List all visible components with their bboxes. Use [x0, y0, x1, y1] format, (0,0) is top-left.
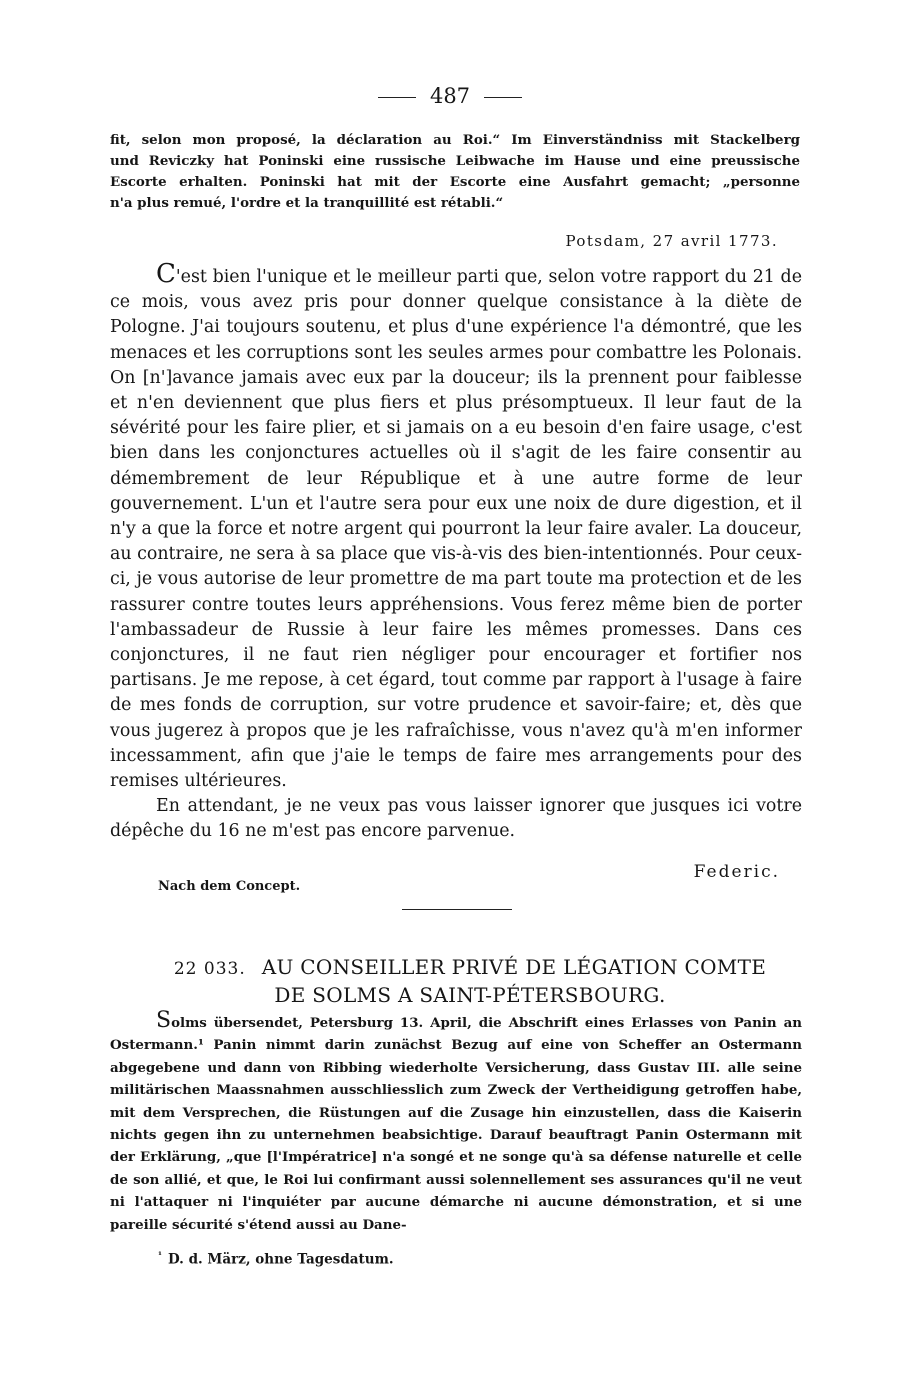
- summary-line-4: n'a plus remué, l'ordre et la tranquillité est rétabli.“: [110, 195, 504, 211]
- heading-line-1: [140, 954, 800, 982]
- letter-paragraph-1-text: 'est bien l'unique et le meilleur parti que, selon votre rapport du 21 de ce mois, vous avez pris pour donner quelque consistance à la diète de Pologne. J'ai toujours soutenu, et plus d'une expérience l'a démontré, que les menaces et les corruptions sont les seules armes pour combattre les Polonais. On [n']avance jamais avec eux par la douceur; ils la prennent pour faiblesse et n'en deviennent que plus fiers et plus présomptueux. Il leur faut de la sévérité pour les faire plier, et si jamais on a eu besoin d'en faire usage, c'est bien dans les conjonctures actuelles où il s'agit de les faire consentir au démembrement de leur République et à une autre forme de leur gouvernement. L'un et l'autre sera pour eux une noix de dure digestion, et il n'y a que la force et notre argent qui pourront la leur faire avaler. La douceur, au contraire, ne sera à sa place que vis-à-vis des bien-intentionnés. Pour ceux-ci, je vous autorise de leur promettre de ma part toute ma protection et de les rassurer contre toutes leurs appréhensions. Vous ferez même bien de porter l'ambassadeur de Russie à leur faire les mêmes promesses. Dans ces conjonctures, il ne faut rien négliger pour encourager et fortifier nos partisans. Je me repose, à cet égard, tout comme par rapport à l'usage à faire de mes fonds de corruption, sur votre prudence et savoir-faire; et, dès que vous jugerez à propos que je les rafraîchisse, vous n'avez qu'à m'en informer incessamment, afin que j'aie le temps de faire mes arrangements pour des remises ultérieures.: [110, 267, 802, 792]
- footnote-text: D. d. März, ohne Tagesdatum.: [167, 1251, 394, 1268]
- drop-initial: C: [156, 259, 176, 289]
- section-summary-paragraph: [110, 1010, 802, 1236]
- signature: Federic.: [693, 862, 780, 882]
- page-header: [0, 84, 900, 108]
- section-heading: [140, 954, 800, 1008]
- section-summary-text: olms übersendet, Petersburg 13. April, die Abschrift eines Erlasses von Panin an Ostermann.¹ Panin nimmt darin zunächst Bezug auf eine von Scheffer an Ostermann abgegebene und dann von Ribbing wiederholte Versicherung, dass Gustav III. alle seine militärischen Maassnahmen ausschliesslich zum Zweck der Vertheidigung getroffen habe, mit dem Versprechen, die Rüstungen auf die Zusage hin einzustellen, dass die Kaiserin nichts gegen ihn zu unternehmen beabsichtige. Darauf beauftragt Panin Ostermann mit der Erklärung, „que [l'Impératrice] n'a songé et ne songe qu'à sa défense naturelle et celle de son allié, et que, le Roi lui confirmant aussi solennellement ses assurances qu'il ne veut ni l'attaquer ni l'inquiéter par aucune démarche ni aucune démonstration, et si une pareille sécurité s'étend aussi au Dane-: [110, 1015, 802, 1233]
- heading-title-line-1: AU CONSEILLER PRIVÉ DE LÉGATION COMTE: [261, 955, 767, 979]
- source-note: Nach dem Concept.: [158, 879, 301, 894]
- page-number: 487: [429, 84, 471, 108]
- document-number: 22 033.: [173, 959, 246, 979]
- section-initial: S: [156, 1008, 172, 1033]
- heading-title-line-2: DE SOLMS A SAINT-PÉTERSBOURG.: [274, 983, 666, 1007]
- letter-date: Potsdam, 27 avril 1773.: [565, 232, 778, 250]
- letter-body: [110, 259, 802, 845]
- section-divider: [402, 909, 512, 910]
- summary-line-2: und Reviczky hat Poninski eine russische Leibwache im Hause und eine preussische: [110, 153, 800, 169]
- summary-line-3: Escorte erhalten. Poninski hat mit der Escorte eine Ausfahrt gemacht; „personne: [110, 174, 800, 190]
- summary-line-1: fit, selon mon proposé, la déclaration au Roi.“ Im Einverständniss mit Stackelberg: [110, 132, 800, 148]
- section-summary: [110, 1010, 802, 1236]
- footnote-mark: ¹: [158, 1251, 162, 1261]
- footnote: [158, 1251, 394, 1268]
- header-dash-left: [378, 97, 416, 98]
- letter-paragraph-2: En attendant, je ne veux pas vous laisser ignorer que jusques ici votre dépêche du 16 ne m'est pas encore parvenue.: [110, 796, 802, 842]
- letter-paragraph-1: [110, 259, 802, 794]
- header-dash-right: [484, 97, 522, 98]
